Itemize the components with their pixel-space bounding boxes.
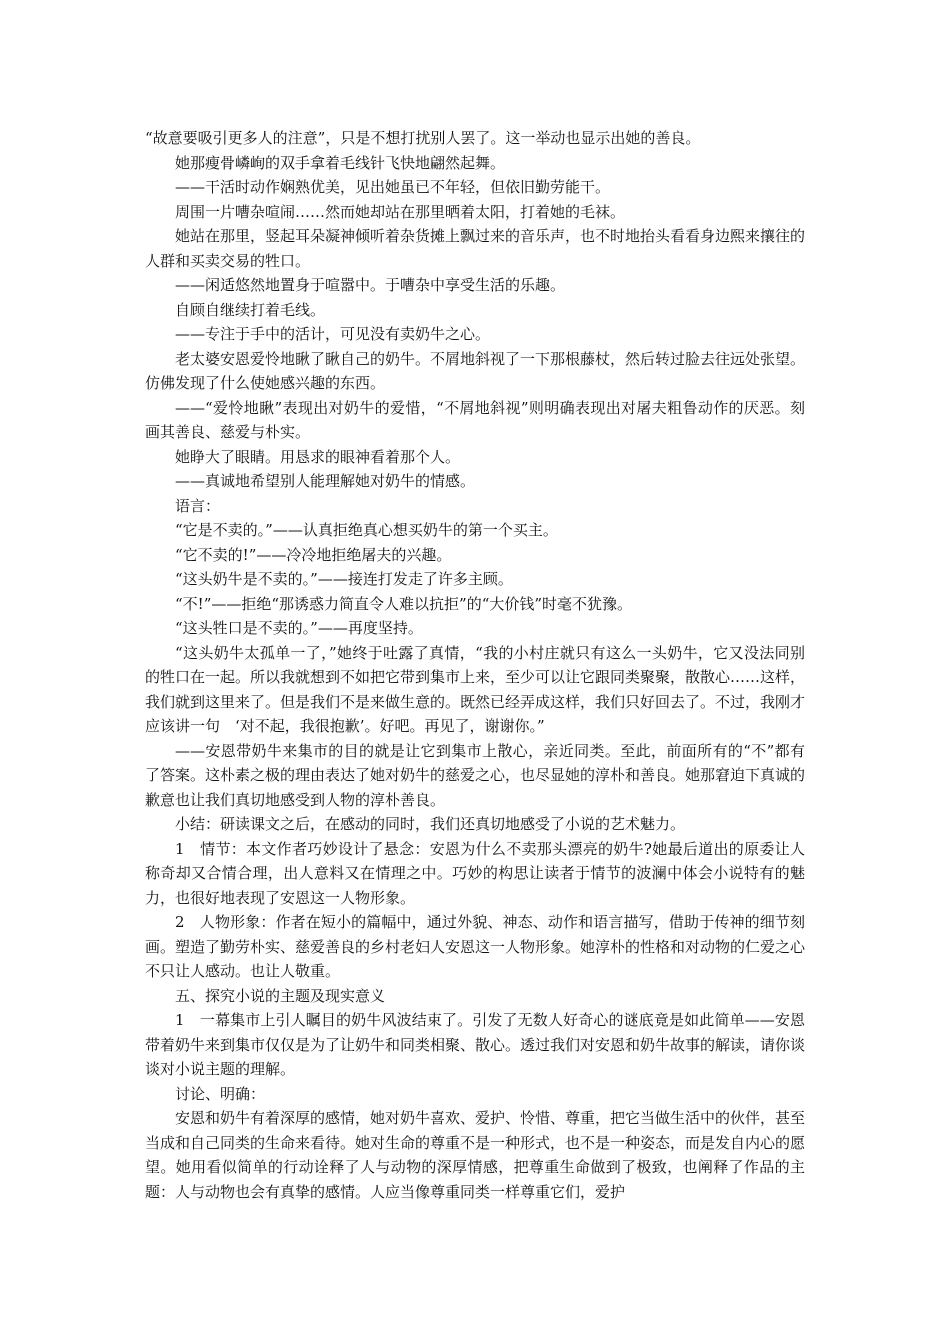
answer-paragraph: 安恩和奶牛有着深厚的感情，她对奶牛喜欢、爱护、怜惜、尊重，把它当做生活中的伙伴，甚至当成和自己同类的生命来看待。她对生命的尊重不是一种形式，也不是一种姿态，而是发自内心的愿望。她用看似简单的行动诠释了人与动物的深厚情感，把尊重生命做到了极致，也阐释了作品的主题：人与动物也会有真挚的感情。人应当像尊重同类一样尊重它们，爱护 (145, 1109, 806, 1201)
section-label: 语言： (175, 496, 221, 515)
paragraph: “不!”——拒绝“那诱惑力简直令人难以抗拒”的“大价钱”时毫不犹豫。 (175, 594, 633, 613)
paragraph: ——干活时动作娴熟优美，见出她虽已不年轻，但依旧勤劳能干。 (175, 178, 611, 196)
paragraph: 自顾自继续打着毛线。 (175, 300, 326, 319)
section-heading: 五、探究小说的主题及现实意义 (175, 986, 386, 1005)
paragraph: ——安恩带奶牛来集市的目的就是让它到集市上散心，亲近同类。至此，前面所有的“不”都有了答案。这朴素之极的理由表达了她对奶牛的慈爱之心，也尽显她的淳朴和善良。她那窘迫下真诚的歉意也让我们真切地感受到人物的淳朴善良。 (145, 741, 806, 809)
document-body (145, 126, 805, 1204)
paragraph: 她那瘦骨嶙峋的双手拿着毛线针飞快地翩然起舞。 (175, 153, 506, 172)
summary-item-plot: 1 情节：本文作者巧妙设计了悬念：安恩为什么不卖那头漂亮的奶牛?她最后道出的原委让人称奇却又合情合理，出人意料又在情理之中。巧妙的构思让读者于情节的波澜中体会小说特有的魅力，也很好地表现了安恩这一人物形象。 (145, 839, 805, 907)
paragraph: ——“爱怜地瞅”表现出对奶牛的爱惜，“不屑地斜视”则明确表现出对屠夫粗鲁动作的厌恶。刻画其善良、慈爱与朴实。 (145, 398, 805, 441)
paragraph: “故意要吸引更多人的注意”，只是不想打扰别人罢了。这一举动也显示出她的善良。 (145, 129, 701, 147)
paragraph: 她睁大了眼睛。用恳求的眼神看着那个人。 (175, 447, 461, 466)
paragraph: ——真诚地希望别人能理解她对奶牛的情感。 (175, 472, 476, 490)
paragraph: ——闲适悠然地置身于喧嚣中。于嘈杂中享受生活的乐趣。 (175, 276, 566, 294)
section-label: 讨论、明确： (175, 1084, 266, 1103)
paragraph: “这头奶牛太孤单一了，”她终于吐露了真情，“我的小村庄就只有这么一头奶牛，它又没法同别的牲口在一起。所以我就想到不如把它带到集市上来，至少可以让它跟同类聚聚，散散心……这样，我们就到这里来了。但是我们不是来做生意的。既然已经弄成这样，我们只好回去了。不过，我刚才应该讲一句 ‘对不起，我很抱歉’。好吧。再见了，谢谢你。” (145, 643, 806, 735)
paragraph: “这头牲口是不卖的。”——再度坚持。 (175, 619, 423, 637)
paragraph: “它不卖的!”——冷冷地拒绝屠夫的兴趣。 (175, 545, 452, 564)
paragraph: 她站在那里，竖起耳朵凝神倾听着杂货摊上飘过来的音乐声，也不时地抬头看看身边熙来攘往的人群和买卖交易的牲口。 (145, 227, 806, 270)
paragraph: “这头奶牛是不卖的。”——接连打发走了许多主顾。 (175, 570, 513, 588)
question-paragraph: 1 一幕集市上引人瞩目的奶牛风波结束了。引发了无数人好奇心的谜底竟是如此简单——安恩带着奶牛来到集市仅仅是为了让奶牛和同类相聚、散心。透过我们对安恩和奶牛故事的解读，请你谈谈对小说主题的理解。 (145, 1011, 806, 1078)
summary-item-character: 2 人物形象：作者在短小的篇幅中，通过外貌、神态、动作和语言描写，借助于传神的细节刻画。塑造了勤劳朴实、慈爱善良的乡村老妇人安恩这一人物形象。她淳朴的性格和对动物的仁爱之心不只让人感动。也让人敬重。 (145, 913, 806, 980)
paragraph: “它是不卖的。”——认真拒绝真心想买奶牛的第一个买主。 (175, 521, 558, 539)
paragraph: 周围一片嘈杂喧闹……然而她却站在那里晒着太阳，打着她的毛袜。 (175, 202, 626, 221)
paragraph: 老太婆安恩爱怜地瞅了瞅自己的奶牛。不屑地斜视了一下那根藤杖，然后转过脸去往远处张望。仿佛发现了什么使她感兴趣的东西。 (145, 349, 806, 392)
summary-paragraph: 小结：研读课文之后，在感动的同时，我们还真切地感受了小说的艺术魅力。 (175, 815, 686, 833)
paragraph: ——专注于手中的活计，可见没有卖奶牛之心。 (175, 325, 491, 343)
